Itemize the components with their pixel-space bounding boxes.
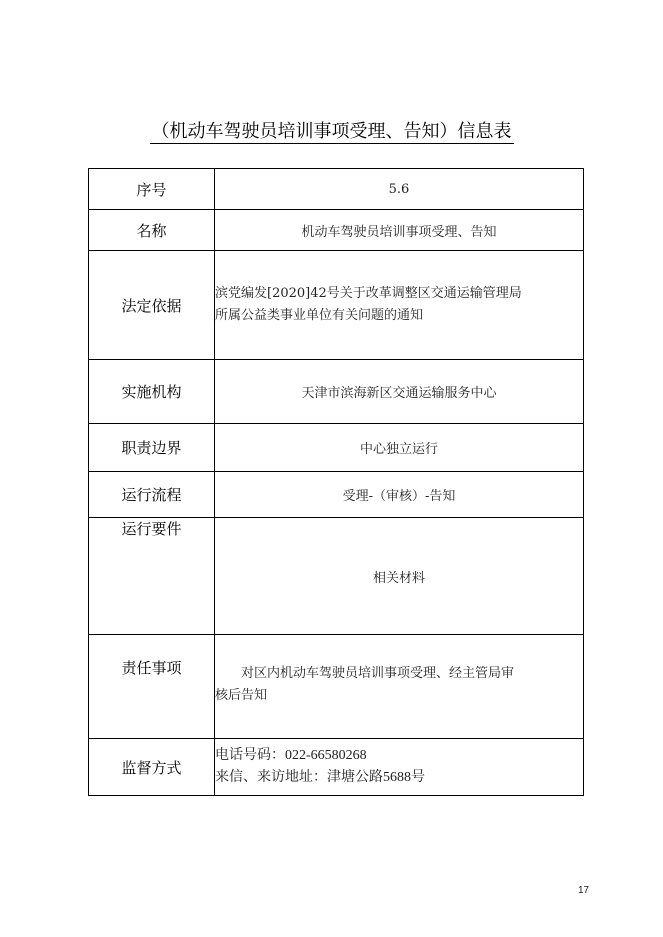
row-label: 名称	[89, 210, 215, 251]
row-value	[215, 739, 584, 796]
row-value-line: 滨党编发[2020]42号关于改革调整区交通运输管理局	[215, 286, 522, 301]
table-row	[89, 518, 584, 635]
table-row	[89, 251, 584, 360]
row-label: 运行流程	[89, 472, 215, 518]
info-table	[88, 168, 584, 796]
row-value: 机动车驾驶员培训事项受理、告知	[215, 210, 584, 251]
row-label: 实施机构	[89, 360, 215, 424]
row-label: 运行要件	[89, 518, 215, 635]
table-row	[89, 210, 584, 251]
row-value-line: 来信、来访地址：津塘公路5688号	[215, 770, 425, 785]
table-row	[89, 635, 584, 739]
table-row	[89, 424, 584, 472]
row-label: 序号	[89, 169, 215, 210]
row-value-line: 对区内机动车驾驶员培训事项受理、经主管局审	[241, 666, 515, 681]
row-value: 相关材料	[215, 518, 584, 635]
row-value: 中心独立运行	[215, 424, 584, 472]
document-title	[0, 120, 663, 144]
row-label: 责任事项	[89, 635, 215, 739]
table-row	[89, 169, 584, 210]
table-row	[89, 360, 584, 424]
row-label: 法定依据	[89, 251, 215, 360]
row-value-line: 核后告知	[215, 688, 268, 703]
row-value: 5.6	[215, 169, 584, 210]
document-title-text: （机动车驾驶员培训事项受理、告知）信息表	[151, 121, 512, 142]
row-value-line: 所属公益类事业单位有关问题的通知	[215, 308, 424, 323]
row-value: 天津市滨海新区交通运输服务中心	[215, 360, 584, 424]
row-label: 监督方式	[89, 739, 215, 796]
row-value: 受理-（审核）-告知	[215, 472, 584, 518]
table-row	[89, 739, 584, 796]
row-label: 职责边界	[89, 424, 215, 472]
row-value-line: 电话号码：022-66580268	[215, 748, 367, 763]
table-row	[89, 472, 584, 518]
page-number: 17	[578, 885, 590, 896]
row-value	[215, 251, 584, 360]
row-value	[215, 635, 584, 739]
